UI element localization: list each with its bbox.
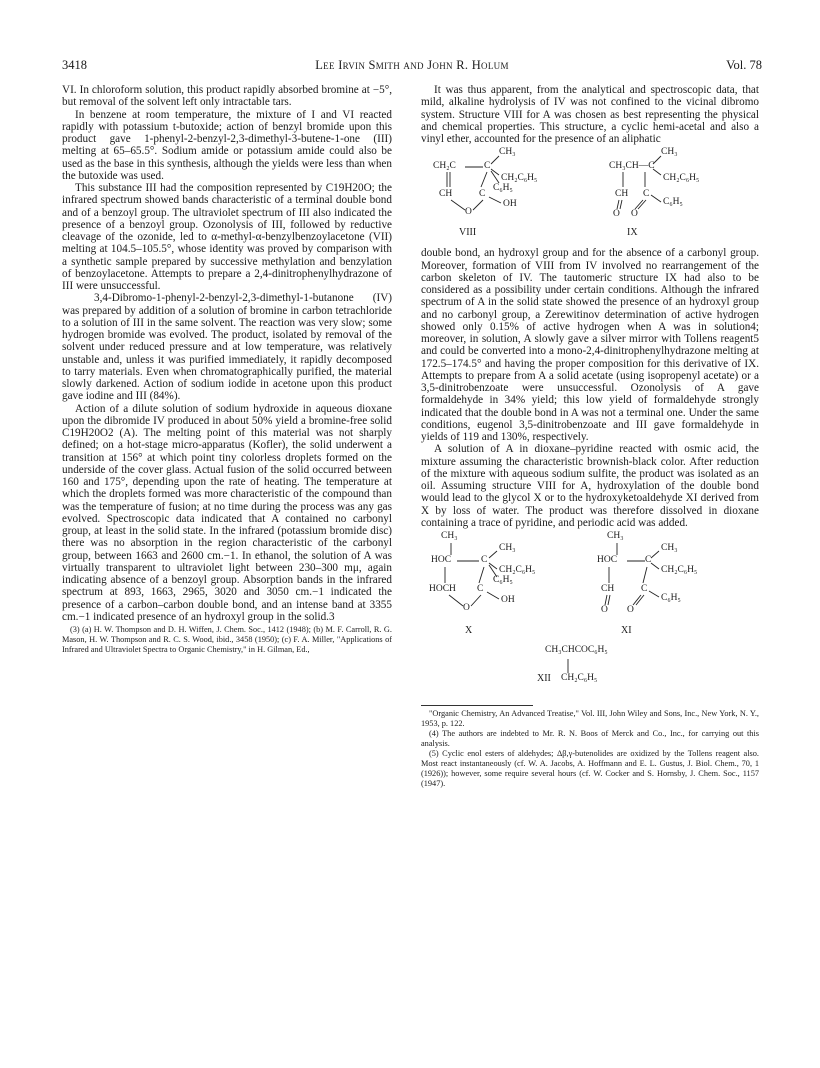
atom-label: C [641, 584, 648, 594]
footnote-5: (5) Cyclic enol esters of aldehydes; Δβ,γ-butenolides are oxidized by the Tollens reagent also. Most react instantaneously (cf. W. A. Jacobs, A. Hoffmann and E. L. Gustus, J. Biol. Chem., 70, 1 (1926)); however, some require several hours (cf. W. Cocker and S. Hornsby, J. Chem. Soc., 1157 (1947). [421, 749, 759, 788]
atom-label: CH₃ [661, 543, 678, 553]
atom-label: CH₂C₆H₅ [661, 565, 698, 575]
atom-label: O [601, 605, 608, 615]
atom-label: O [463, 603, 470, 613]
atom-label: CH₃ [499, 543, 516, 553]
atom-label: CH₂C₆H₅ [501, 173, 538, 184]
structure-label-xii: XII [537, 673, 551, 684]
paragraph: A solution of A in dioxane–pyridine reacted with osmic acid, the mixture assuming the characteristic brownish-black color. After reduction of the mixture with aqueous sodium sulfite, the product was isolated as an oil. Assuming structure VIII for A, hydroxylation of the double bond would lead to the glycol X or to the hydroxyketoaldehyde XI derived from X by loss of water. The product was therefore dissolved in dioxane containing a trace of pyridine, and periodic acid was added. [421, 443, 759, 529]
paragraph: In benzene at room temperature, the mixture of I and VI reacted rapidly with potassium t-butoxide; action of benzyl bromide upon this product gave 1-phenyl-2-benzyl-2,3-dimethyl-3-butene-1-one (III) melting at 65–65.5°. Sodium amide or potassium amide could also be used as the base in this synthesis, although the yields were less than when the butoxide was used. [62, 108, 392, 182]
atom-label: CH₃CHCOC₆H₅ [545, 645, 608, 655]
atom-label: CH₂C₆H₅ [663, 173, 700, 184]
atom-label: O [613, 209, 620, 220]
atom-label: CH₂C₆H₅ [499, 565, 536, 575]
atom-label: CH₂C₆H₅ [561, 673, 598, 683]
atom-label: CH₃ [661, 147, 678, 158]
atom-label: C [643, 189, 650, 200]
structure-label-xi: XI [621, 625, 632, 636]
footnotes [62, 625, 392, 655]
paragraph: double bond, an hydroxyl group and for the absence of a carbonyl group. Moreover, formation of VIII from IV involved no rearrangement of the carbon skeleton of IV. The tautomeric structure IX had also to be considered as a possibility under certain conditions. Although the infrared spectrum of A in the solid state showed the presence of an hydroxyl group and no carbonyl group, a Zerewitinov determination of active hydrogen showed only 0.15% of active hydrogen when A was in solution4; moreover, in solution, A slowly gave a silver mirror with Tollens reagent5 and could be converted into a mono-2,4-dinitrophenylhydrazone melting at 172.5–174.5° and having the proper composition for this derivative of IX. Attempts to prepare from A a solid acetate (using isopropenyl acetate) or a 3,5-dinitrobenzoate were unsuccessful. Ozonolysis of A gave formaldehyde in 34% yield; this low yield of formaldehyde strongly indicated that the double bond in A was not a terminal one. Under the same conditions, eugenol 3,5-dinitrobenzoate and III gave formaldehyde in yields of 119 and 130%, respectively. [421, 247, 759, 443]
atom-label: CH₃ [607, 531, 624, 541]
right-column [421, 84, 759, 789]
atom-label: CH₃ [499, 147, 516, 158]
atom-label: CH₂C [433, 161, 456, 172]
atom-label: C [481, 555, 488, 565]
atom-label: C [479, 189, 486, 200]
atom-label: CH₃CH—C [609, 161, 655, 172]
paragraph: 3,4-Dibromo-1-phenyl-2-benzyl-2,3-dimethyl-1-butanone (IV) was prepared by addition of a solution of bromine in carbon tetrachloride to a solution of III in the same solvent. The reaction was very slow; some hydrogen bromide was evolved. The product, isolated by removal of the solvent under reduced pressure and at low temperature, was relatively unstable and, unless it was purified immediately, it rapidly decomposed to tarry materials. Even when chromatographically purified, the material slowly darkened. Action of sodium iodide in acetone upon this product gave iodine and III (84%). [62, 292, 392, 403]
structure-label-ix: IX [627, 227, 638, 239]
running-head-authors: Lee Irvin Smith and John R. Holum [315, 58, 509, 72]
atom-label: CH [615, 189, 629, 200]
structure-label-viii: VIII [459, 227, 477, 239]
paragraph: It was thus apparent, from the analytical and spectroscopic data, that mild, alkaline hydrolysis of IV was not confined to the vicinal dibromo system. Structure VIII for A was chosen as best representing the physical and chemical properties. This structure, a cyclic hemi-acetal and also a vinyl ether, accounted for the presence of an aliphatic [421, 84, 759, 145]
atom-label: C [645, 555, 652, 565]
atom-label: O [631, 209, 638, 220]
footnotes [421, 709, 759, 789]
left-column [62, 84, 392, 655]
atom-label: O [627, 605, 634, 615]
volume-number: Vol. 78 [726, 58, 762, 72]
atom-label: C₆H₅ [661, 593, 681, 603]
atom-label: OH [501, 595, 515, 605]
paragraph: VI. In chloroform solution, this product rapidly absorbed bromine at −5°, but removal of the solvent left only intractable tars. [62, 84, 392, 109]
page-header [62, 58, 762, 74]
footnote-rule [421, 705, 533, 706]
atom-label: HOC [431, 555, 452, 565]
atom-label: C₆H₅ [493, 575, 513, 585]
paragraph: Action of a dilute solution of sodium hydroxide in aqueous dioxane upon the dibromide IV produced in about 50% yield a bromine-free solid C19H20O2 (A). The melting point of this material was not sharply defined; on a hot-stage micro-apparatus (Kofler), the solid underwent a transition at 156° at which point tiny colorless droplets formed on the underside of the cover glass. Actual fusion of the solid occurred between 160 and 175°, depending upon the rate of heating. The temperature at which the droplets formed was more characteristic of the compound than was the temperature of fusion; at no time during the process was any gas evolved. Spectroscopic data indicated that A contained no carbonyl group, at least in the solid state. In the infrared (potassium bromide disc) there was no absorption in the region characteristic of the carbonyl group, between 1663 and 2600 cm.−1. In ethanol, the solution of A was virtually transparent to ultraviolet light between 230–300 mμ, again indicating absence of a benzoyl group. Absorption bands in the infrared spectrum at 893, 1663, 2965, 3020 and 3050 cm.−1 indicated the presence of a carbon–carbon double bond, and an intense band at 3355 cm.−1 indicated presence of an hydroxyl group in the solid.3 [62, 402, 392, 623]
atom-label: C [477, 584, 484, 594]
atom-label: C₆H₅ [663, 197, 683, 208]
page-number: 3418 [62, 58, 87, 72]
atom-label: O [465, 207, 472, 218]
footnote-4: (4) The authors are indebted to Mr. R. N. Boos of Merck and Co., Inc., for carrying out this analysis. [421, 729, 759, 748]
structures-x-xi-xii [421, 531, 759, 699]
atom-label: CH₃ [441, 531, 458, 541]
atom-label: CH [601, 584, 615, 594]
footnote-3: (3) (a) H. W. Thompson and D. H. Wiffen, J. Chem. Soc., 1412 (1948); (b) M. F. Carroll, R. G. Mason, H. W. Thompson and R. C. S. Wood, ibid., 3458 (1950); (c) F. A. Miller, "Applications of Infrared and Ultraviolet Spectra to Organic Chemistry," in H. Gilman, Ed., [62, 625, 392, 654]
structure-label-x: X [465, 625, 473, 636]
atom-label: CH [439, 189, 453, 200]
atom-label: OH [503, 199, 517, 210]
atom-label: HOC [597, 555, 618, 565]
atom-label: HOCH [429, 584, 456, 594]
atom-label: C₆H₅ [493, 183, 513, 194]
structures-viii-ix [421, 147, 759, 245]
footnote-continued: "Organic Chemistry, An Advanced Treatise," Vol. III, John Wiley and Sons, Inc., New York, N. Y., 1953, p. 122. [421, 709, 759, 728]
paragraph: This substance III had the composition represented by C19H20O; the infrared spectrum showed bands characteristic of a terminal double bond and of a benzoyl group. The ultraviolet spectrum of III also indicated the presence of a benzoyl group. Ozonolysis of III, followed by reductive cleavage of the ozonide, led to α-methyl-α-benzylbenzoylacetone (VII) melting at 104.5–105.5°, whose identity was proved by comparison with a synthetic sample prepared by successive methylation and benzylation of benzoylacetone. Attempts to prepare a 2,4-dinitrophenylhydrazone of III were unsuccessful. [62, 182, 392, 292]
atom-label: C [484, 161, 491, 172]
